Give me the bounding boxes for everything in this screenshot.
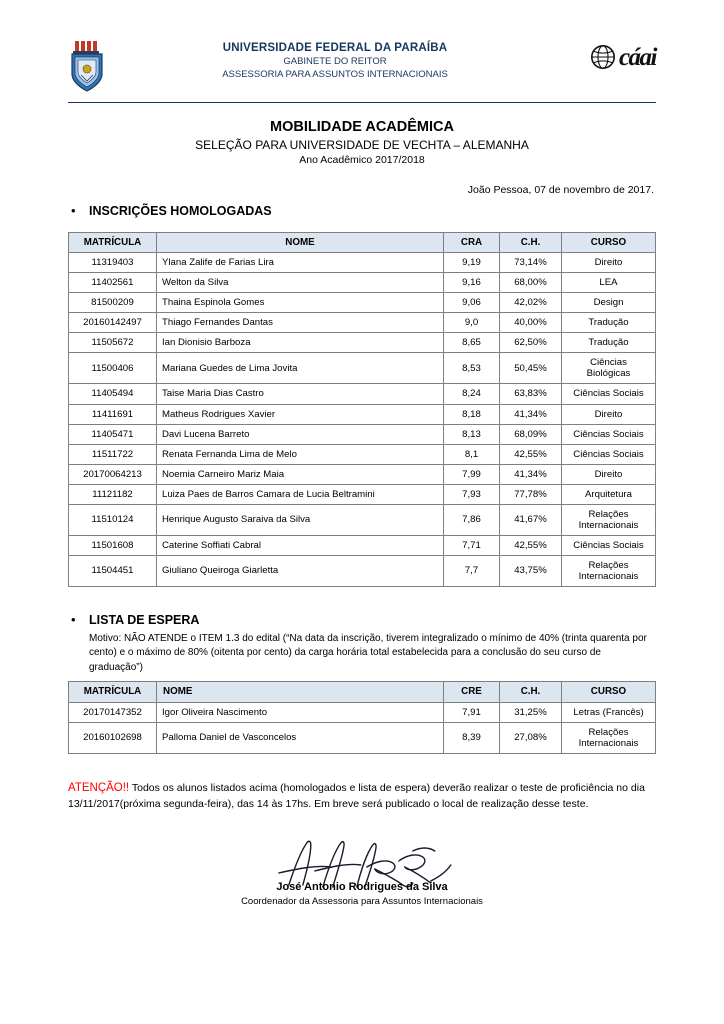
cell-curso: Ciências Sociais [562, 384, 656, 404]
cell-nome: Palloma Daniel de Vasconcelos [157, 722, 444, 753]
cell-matricula: 11500406 [69, 353, 157, 384]
table-row [69, 253, 656, 273]
cell-ch: 31,25% [500, 702, 562, 722]
cell-matricula: 20170064213 [69, 464, 157, 484]
table-row [69, 484, 656, 504]
section-label-waitlist: LISTA DE ESPERA [89, 612, 200, 627]
cell-matricula: 20170147352 [69, 702, 157, 722]
page-subtitle-2: Ano Acadêmico 2017/2018 [299, 154, 425, 166]
bullet-icon: • [71, 203, 76, 218]
cell-nome: Taise Maria Dias Castro [157, 384, 444, 404]
col-cra: CRA [444, 233, 500, 253]
cell-ch: 41,67% [500, 504, 562, 535]
col-cre: CRE [444, 682, 500, 702]
cell-cre: 7,91 [444, 702, 500, 722]
table-row [69, 273, 656, 293]
approved-table-body [69, 253, 656, 587]
cell-nome: Ian Dionisio Barboza [157, 333, 444, 353]
attention-paragraph [68, 780, 648, 813]
university-crest-icon [68, 40, 106, 94]
cell-matricula: 11501608 [69, 535, 157, 555]
waitlist-table [68, 681, 656, 753]
col-curso: CURSO [562, 233, 656, 253]
cell-ch: 42,55% [500, 444, 562, 464]
cell-curso: Ciências Sociais [562, 535, 656, 555]
document-header [68, 38, 656, 100]
col-curso: CURSO [562, 682, 656, 702]
cell-matricula: 11402561 [69, 273, 157, 293]
cell-matricula: 11510124 [69, 504, 157, 535]
attention-prefix: ATENÇÃO!! [68, 781, 130, 794]
cell-cra: 8,18 [444, 404, 500, 424]
page-title: MOBILIDADE ACADÊMICA [270, 119, 454, 135]
page-subtitle-1: SELEÇÃO PARA UNIVERSIDADE DE VECHTA – ALEMANHA [195, 138, 529, 152]
table-row [69, 424, 656, 444]
table-row [69, 702, 656, 722]
cell-matricula: 11121182 [69, 484, 157, 504]
cell-ch: 42,55% [500, 535, 562, 555]
table-row [69, 313, 656, 333]
cai-logo-text: cáai [618, 43, 656, 71]
cell-nome: Giuliano Queiroga Giarletta [157, 555, 444, 586]
cell-curso: Ciências Biológicas [562, 353, 656, 384]
cell-curso: Ciências Sociais [562, 444, 656, 464]
cell-cre: 8,39 [444, 722, 500, 753]
cell-matricula: 11505672 [69, 333, 157, 353]
cell-curso: Direito [562, 404, 656, 424]
cell-curso: Ciências Sociais [562, 424, 656, 444]
title-block [68, 119, 656, 166]
attention-text: Todos os alunos listados acima (homologados e lista de espera) deverão realizar o teste de proficiência no dia 13/11/2017(próxima segunda-feira), das 14 às 17hs. Em breve será publicado o local de realização desse teste. [68, 781, 645, 810]
cell-ch: 41,34% [500, 464, 562, 484]
col-matricula: MATRÍCULA [69, 682, 157, 702]
cell-nome: Matheus Rodrigues Xavier [157, 404, 444, 424]
cell-cra: 8,53 [444, 353, 500, 384]
cell-curso: Tradução [562, 313, 656, 333]
cell-matricula: 20160142497 [69, 313, 157, 333]
cell-ch: 41,34% [500, 404, 562, 424]
approved-applicants-table [68, 232, 656, 587]
cell-ch: 63,83% [500, 384, 562, 404]
cell-nome: Mariana Guedes de Lima Jovita [157, 353, 444, 384]
cell-cra: 9,16 [444, 273, 500, 293]
cell-curso: Relações Internacionais [562, 555, 656, 586]
cell-ch: 50,45% [500, 353, 562, 384]
cell-nome: Welton da Silva [157, 273, 444, 293]
cell-nome: Igor Oliveira Nascimento [157, 702, 444, 722]
cell-ch: 42,02% [500, 293, 562, 313]
col-ch: C.H. [500, 233, 562, 253]
cell-ch: 73,14% [500, 253, 562, 273]
cell-nome: Thiago Fernandes Dantas [157, 313, 444, 333]
cell-curso: Tradução [562, 333, 656, 353]
cell-cra: 8,1 [444, 444, 500, 464]
table-row [69, 464, 656, 484]
cell-ch: 62,50% [500, 333, 562, 353]
col-nome: NOME [157, 682, 444, 702]
cell-ch: 68,09% [500, 424, 562, 444]
cell-ch: 40,00% [500, 313, 562, 333]
cell-nome: Caterine Soffiati Cabral [157, 535, 444, 555]
table-row [69, 722, 656, 753]
cell-matricula: 11511722 [69, 444, 157, 464]
cell-cra: 7,93 [444, 484, 500, 504]
cell-curso: Arquitetura [562, 484, 656, 504]
col-nome: NOME [157, 233, 444, 253]
cell-curso: Direito [562, 464, 656, 484]
table-row [69, 535, 656, 555]
cell-cra: 9,19 [444, 253, 500, 273]
col-matricula: MATRÍCULA [69, 233, 157, 253]
header-divider [68, 102, 656, 103]
cell-matricula: 81500209 [69, 293, 157, 313]
signature-block [68, 837, 656, 911]
cell-matricula: 11411691 [69, 404, 157, 424]
section-heading-waitlist [68, 613, 656, 627]
globe-icon [590, 44, 616, 70]
table-row [69, 444, 656, 464]
cell-ch: 43,75% [500, 555, 562, 586]
cell-matricula: 11504451 [69, 555, 157, 586]
place-and-date: João Pessoa, 07 de novembro de 2017. [467, 184, 654, 196]
table-row [69, 384, 656, 404]
table-row [69, 293, 656, 313]
table-row [69, 555, 656, 586]
cell-ch: 27,08% [500, 722, 562, 753]
bullet-icon: • [71, 611, 76, 627]
cell-cra: 7,71 [444, 535, 500, 555]
cell-cra: 7,86 [444, 504, 500, 535]
signer-name: José Antonio Rodrigues da Silva [276, 880, 448, 893]
cell-matricula: 11405494 [69, 384, 157, 404]
cell-cra: 8,24 [444, 384, 500, 404]
waitlist-table-body [69, 702, 656, 753]
signer-role: Coordenador da Assessoria para Assuntos Internacionais [241, 895, 483, 907]
cell-nome: Luiza Paes de Barros Camara de Lucia Beltramini [157, 484, 444, 504]
section-label-approved: INSCRIÇÕES HOMOLOGADAS [89, 204, 272, 218]
cell-nome: Ylana Zalife de Farias Lira [157, 253, 444, 273]
section-heading-approved [68, 204, 656, 218]
header-titles [106, 38, 564, 80]
cell-cra: 7,99 [444, 464, 500, 484]
cell-curso: Direito [562, 253, 656, 273]
cell-curso: Design [562, 293, 656, 313]
table-header-row [69, 682, 656, 702]
cell-cra: 8,65 [444, 333, 500, 353]
cell-nome: Davi Lucena Barreto [157, 424, 444, 444]
cell-curso: Relações Internacionais [562, 504, 656, 535]
table-row [69, 353, 656, 384]
office-name: GABINETE DO REITOR [283, 56, 387, 67]
cell-cra: 9,0 [444, 313, 500, 333]
cell-nome: Henrique Augusto Saraiva da Silva [157, 504, 444, 535]
table-row [69, 333, 656, 353]
cell-cra: 8,13 [444, 424, 500, 444]
waitlist-motive: Motivo: NÃO ATENDE o ITEM 1.3 do edital (“Na data da inscrição, tiverem integralizado o mínimo de 40% (trinta quarenta por cento) e o máximo de 80% (oitenta por cento) da carga horária total estabelecida para a conclusão do seu curso de graduação”) [89, 632, 647, 673]
document-content [68, 38, 656, 911]
cell-matricula: 11405471 [69, 424, 157, 444]
cell-curso: LEA [562, 273, 656, 293]
cai-logo [564, 38, 656, 70]
table-header-row [69, 233, 656, 253]
cell-nome: Renata Fernanda Lima de Melo [157, 444, 444, 464]
cell-matricula: 11319403 [69, 253, 157, 273]
cell-nome: Noemia Carneiro Mariz Maia [157, 464, 444, 484]
cell-cra: 9,06 [444, 293, 500, 313]
cell-ch: 68,00% [500, 273, 562, 293]
cell-curso: Letras (Francês) [562, 702, 656, 722]
department-name: ASSESSORIA PARA ASSUNTOS INTERNACIONAIS [222, 69, 448, 80]
university-name: UNIVERSIDADE FEDERAL DA PARAÍBA [222, 42, 448, 54]
cell-ch: 77,78% [500, 484, 562, 504]
cell-nome: Thaina Espinola Gomes [157, 293, 444, 313]
table-row [69, 504, 656, 535]
col-ch: C.H. [500, 682, 562, 702]
cell-curso: Relações Internacionais [562, 722, 656, 753]
table-row [69, 404, 656, 424]
cell-matricula: 20160102698 [69, 722, 157, 753]
cell-cra: 7,7 [444, 555, 500, 586]
